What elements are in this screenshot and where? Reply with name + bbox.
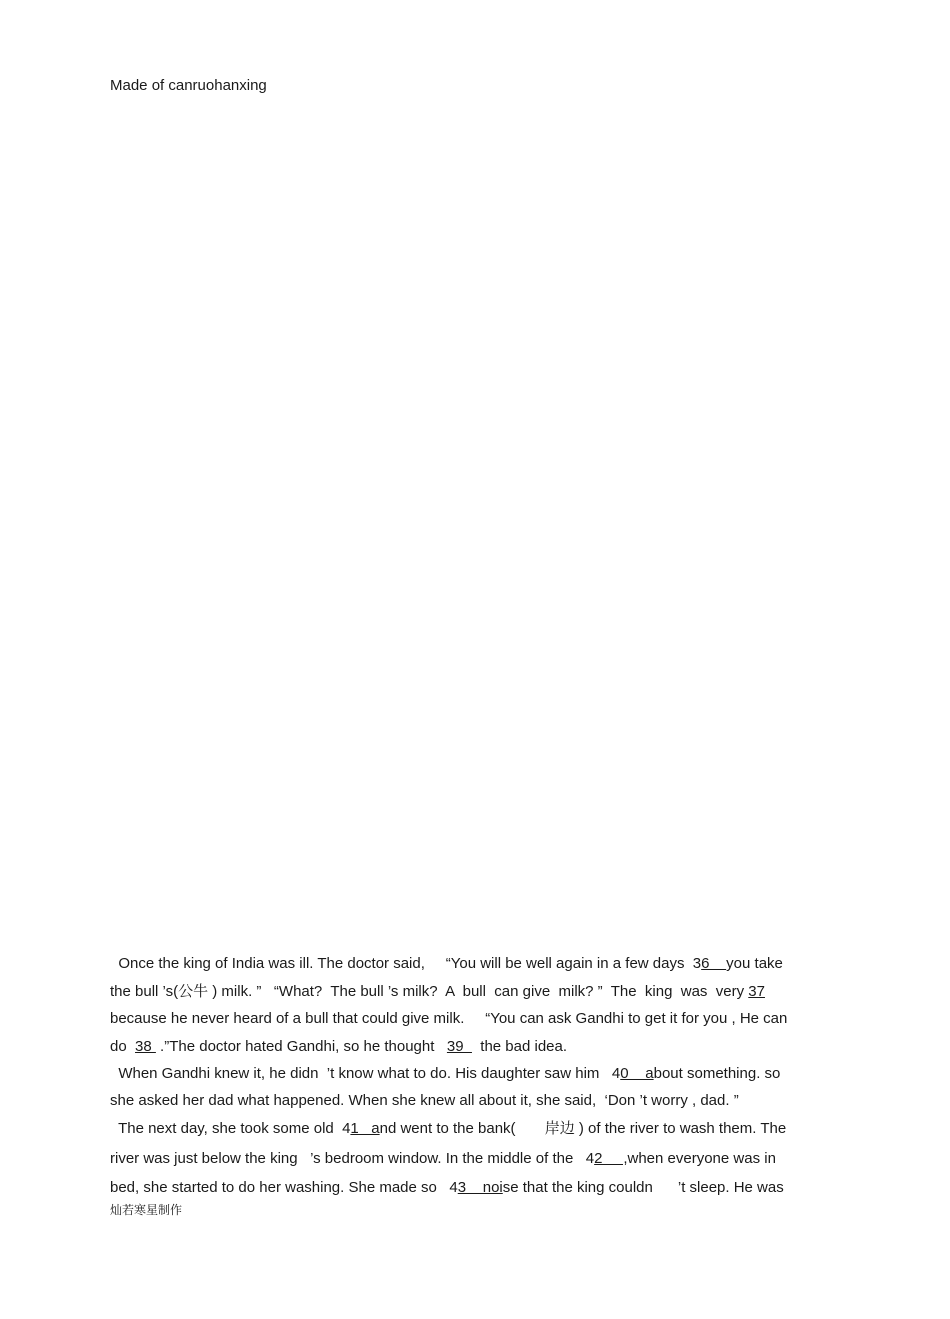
passage-line bbox=[110, 1010, 787, 1028]
passage-line bbox=[110, 1065, 780, 1083]
passage-text: bout something. so bbox=[653, 1065, 781, 1082]
passage-text: bed, she started to do her washing. She made so 4 bbox=[110, 1179, 458, 1196]
passage-text: river was just below the king ’s bedroom window. In the middle of the 4 bbox=[110, 1150, 595, 1167]
cloze-blank: 38 bbox=[135, 1038, 156, 1055]
passage-text: se that the king couldn ’t sleep. He was bbox=[502, 1179, 784, 1196]
passage-text: when everyone was in bbox=[627, 1150, 776, 1167]
passage-text: do bbox=[110, 1038, 136, 1055]
page-footer: 灿若寒星制作 bbox=[110, 1203, 183, 1217]
passage-text: When Gandhi knew it, he didn ’t know what to do. His daughter saw him 4 bbox=[110, 1065, 621, 1082]
passage-text: Once the king of India was ill. The doctor said, “You will be well again in a few days 3 bbox=[110, 955, 702, 972]
cloze-blank: 6 bbox=[701, 955, 727, 972]
page-header: Made of canruohanxing bbox=[110, 77, 267, 94]
passage-text: the bull ’s(公牛 ) milk. ” “What? The bull ’s milk? A bull can give milk? ” The king was very bbox=[110, 983, 749, 1000]
passage-text: nd went to the bank( 岸边 ) of the river to wash them. The bbox=[379, 1120, 787, 1137]
passage-text: The next day, she took some old 4 bbox=[110, 1120, 351, 1137]
passage-text: she asked her dad what happened. When she knew all about it, she said, ‘Don ’t worry , dad. ” bbox=[110, 1092, 739, 1109]
cloze-blank: 0 a bbox=[620, 1065, 654, 1082]
passage-text: you take bbox=[726, 955, 783, 972]
passage-line bbox=[110, 983, 765, 1001]
cloze-blank: 39 bbox=[446, 1038, 472, 1055]
passage-text: because he never heard of a bull that could give milk. “You can ask Gandhi to get it for you , He can bbox=[110, 1010, 788, 1027]
passage-line bbox=[110, 955, 783, 973]
cloze-blank: 3 noi bbox=[457, 1179, 503, 1196]
cloze-blank: 1 a bbox=[350, 1120, 380, 1137]
passage-line bbox=[110, 1179, 784, 1197]
passage-text: the bad idea. bbox=[471, 1038, 568, 1055]
cloze-blank: 37 bbox=[748, 983, 765, 1000]
passage-line bbox=[110, 1150, 776, 1168]
passage-line bbox=[110, 1038, 567, 1056]
passage-line bbox=[110, 1120, 786, 1138]
passage-text: .”The doctor hated Gandhi, so he thought bbox=[155, 1038, 447, 1055]
cloze-blank: 2 , bbox=[594, 1150, 628, 1167]
passage-line bbox=[110, 1092, 739, 1110]
